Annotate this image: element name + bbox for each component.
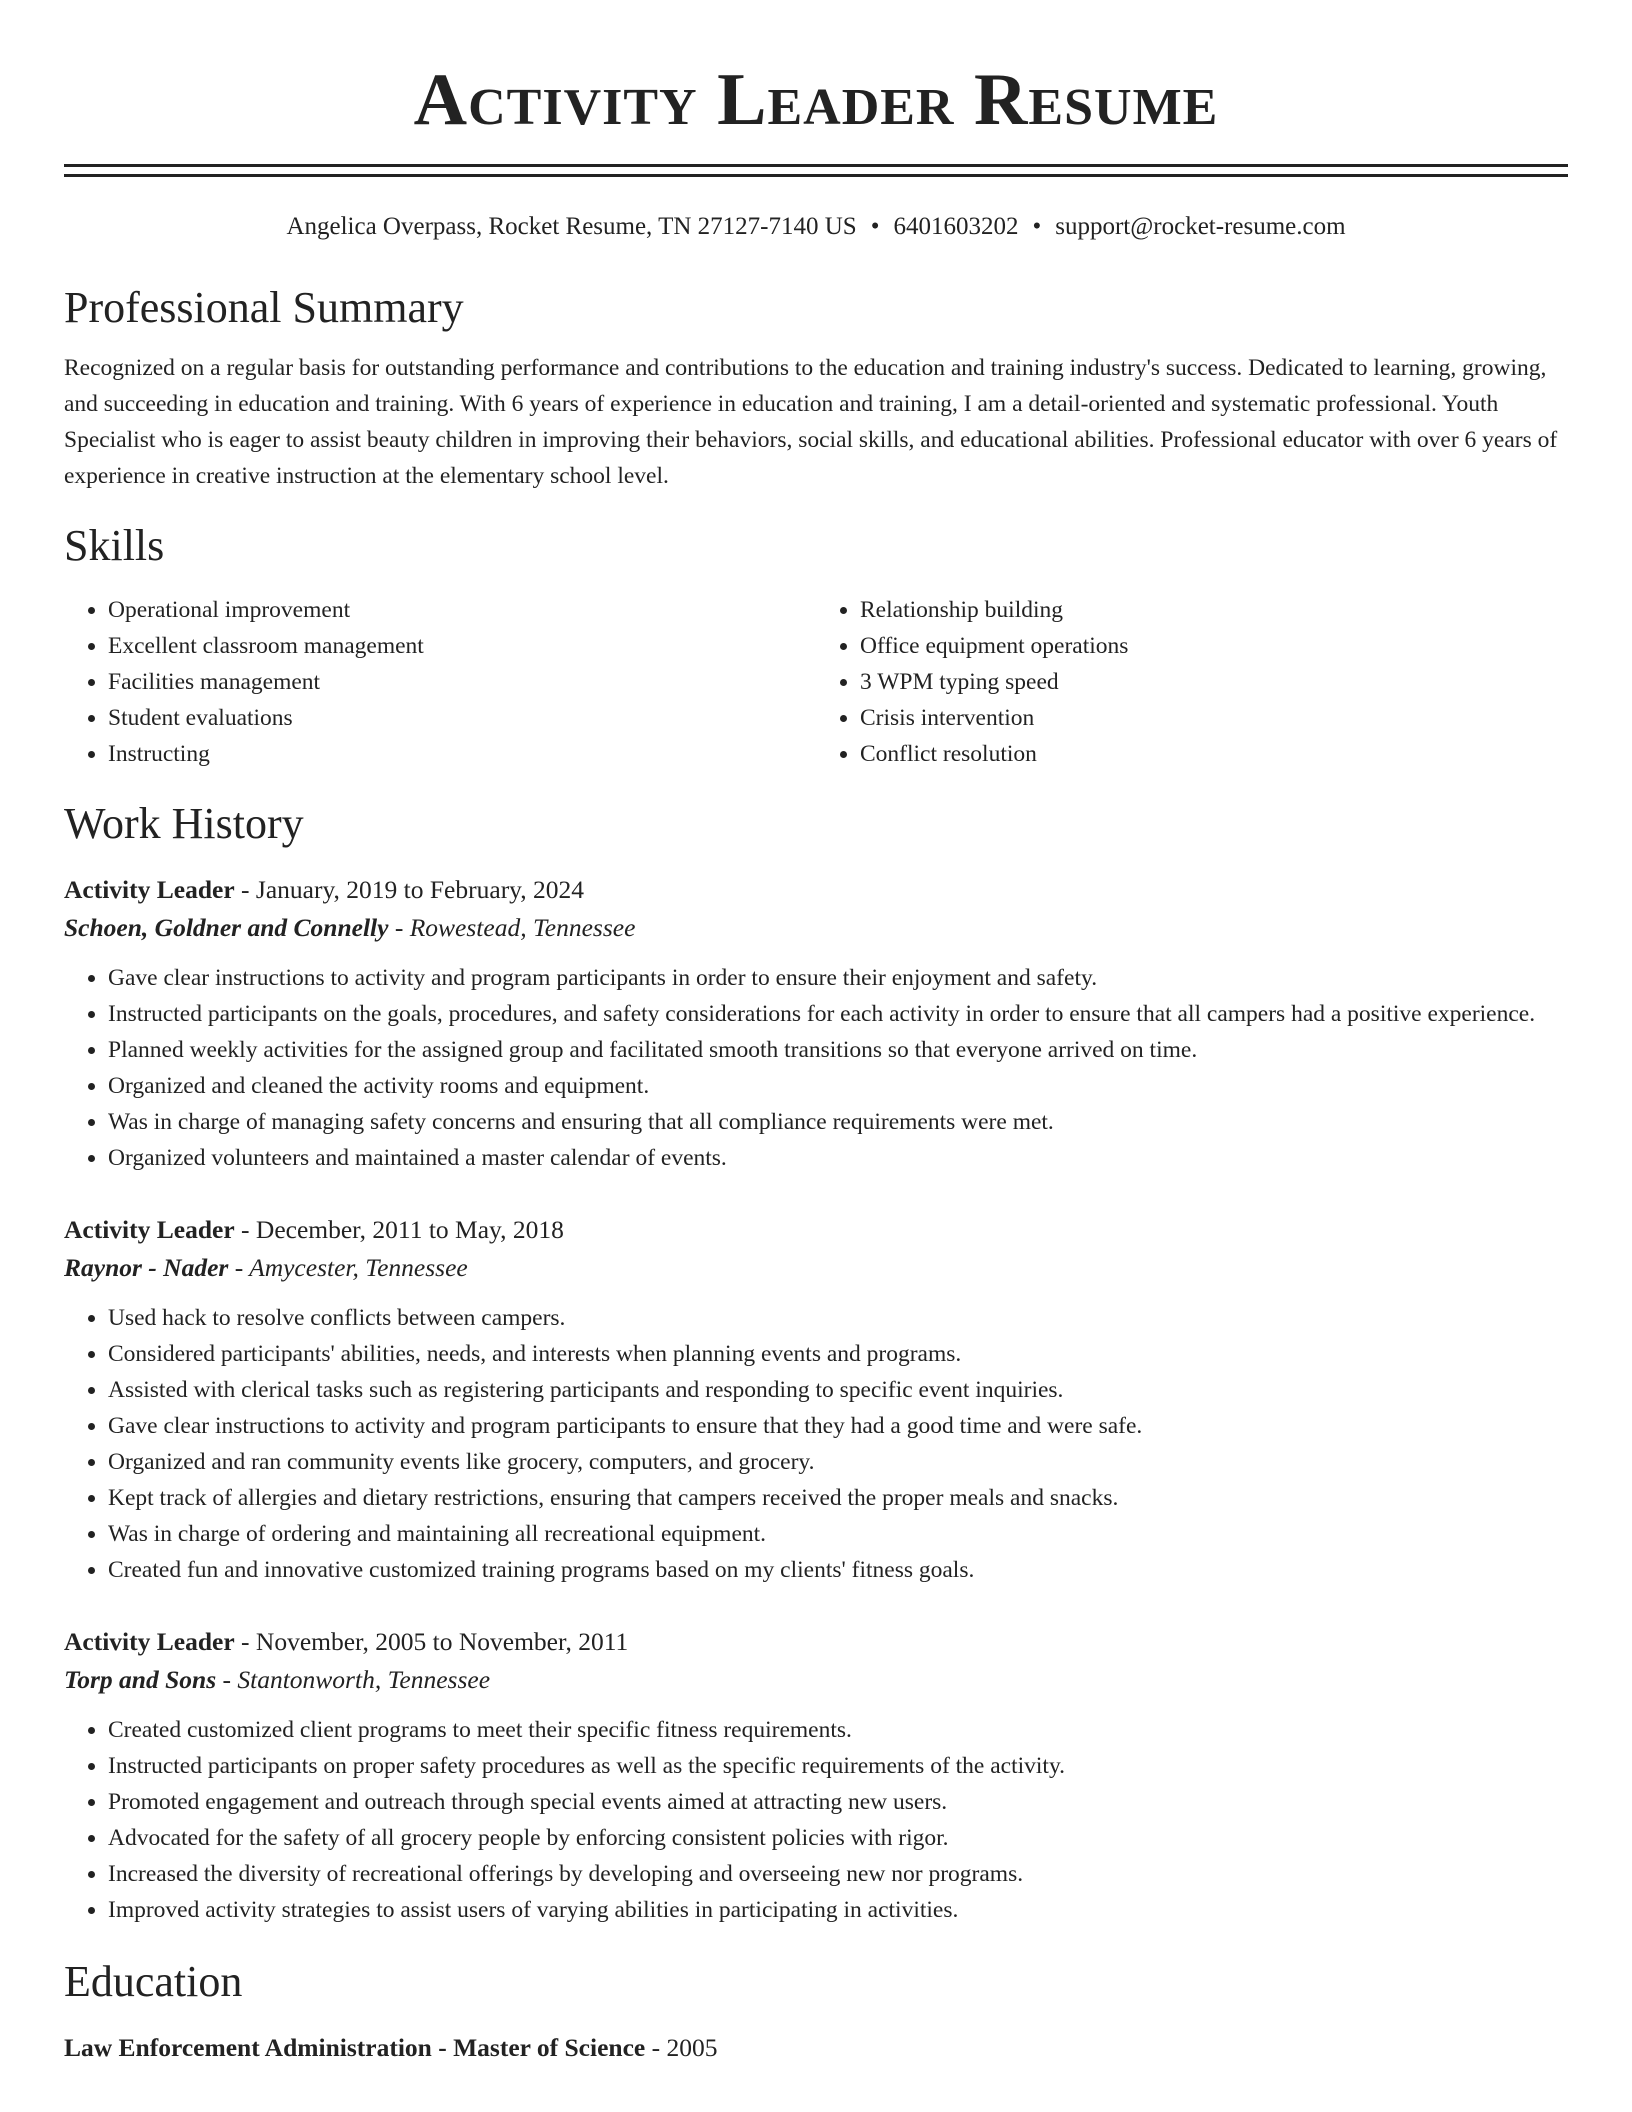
skill-item: • Crisis intervention bbox=[860, 700, 1568, 736]
job-title-line bbox=[64, 1624, 1568, 1660]
job-bullet: • Improved activity strategies to assist users of varying abilities in participating in activities. bbox=[108, 1892, 1568, 1928]
job-bullet: • Was in charge of managing safety concerns and ensuring that all compliance requirements were met. bbox=[108, 1104, 1568, 1140]
skill-item: • Student evaluations bbox=[108, 700, 816, 736]
job-bullet: • Used hack to resolve conflicts between campers. bbox=[108, 1300, 1568, 1336]
job-bullet: • Promoted engagement and outreach through special events aimed at attracting new users. bbox=[108, 1784, 1568, 1820]
job-company-line bbox=[64, 908, 1568, 948]
job-title-line bbox=[64, 872, 1568, 908]
skill-item: • Facilities management bbox=[108, 664, 816, 700]
job-location: - Amycester, Tennessee bbox=[234, 1253, 468, 1282]
job-bullets bbox=[64, 960, 1568, 1176]
job-entry bbox=[64, 1624, 1568, 1928]
job-bullet: • Instructed participants on proper safety procedures as well as the specific requirements of the activity. bbox=[108, 1748, 1568, 1784]
job-location: - Rowestead, Tennessee bbox=[394, 913, 636, 942]
contact-phone: 6401603202 bbox=[893, 213, 1019, 240]
job-bullet: • Planned weekly activities for the assigned group and facilitated smooth transitions so that everyone arrived on time. bbox=[108, 1032, 1568, 1068]
job-company: Torp and Sons bbox=[64, 1665, 217, 1694]
job-bullets bbox=[64, 1712, 1568, 1928]
skill-item: • Office equipment operations bbox=[860, 628, 1568, 664]
job-title: Activity Leader bbox=[64, 1627, 235, 1656]
skill-item: • Relationship building bbox=[860, 592, 1568, 628]
work-history-heading: Work History bbox=[64, 799, 304, 848]
job-location: - Stantonworth, Tennessee bbox=[222, 1665, 491, 1694]
contact-line bbox=[64, 212, 1568, 242]
title-divider-top bbox=[64, 164, 1568, 167]
job-entry bbox=[64, 872, 1568, 1176]
job-bullet: • Created customized client programs to meet their specific fitness requirements. bbox=[108, 1712, 1568, 1748]
skills-heading: Skills bbox=[64, 521, 165, 570]
job-bullet: • Kept track of allergies and dietary restrictions, ensuring that campers received the proper meals and snacks. bbox=[108, 1480, 1568, 1516]
job-company: Schoen, Goldner and Connelly bbox=[64, 913, 389, 942]
job-dates: - December, 2011 to May, 2018 bbox=[241, 1215, 564, 1244]
job-bullet: • Increased the diversity of recreational offerings by developing and overseeing new nor programs. bbox=[108, 1856, 1568, 1892]
job-entry bbox=[64, 1212, 1568, 1588]
job-title-line bbox=[64, 1212, 1568, 1248]
job-company-line bbox=[64, 1660, 1568, 1700]
skills-list bbox=[64, 592, 1568, 772]
job-company: Raynor - Nader bbox=[64, 1253, 229, 1282]
job-bullet: • Gave clear instructions to activity and program participants to ensure that they had a good time and were safe. bbox=[108, 1408, 1568, 1444]
job-bullet: • Instructed participants on the goals, procedures, and safety considerations for each activity in order to ensure that all campers had a positive experience. bbox=[108, 996, 1568, 1032]
skill-item: • 3 WPM typing speed bbox=[860, 664, 1568, 700]
summary-text: Recognized on a regular basis for outstanding performance and contributions to the education and training industry's success. Dedicated to learning, growing, and succeeding in education and training. With 6 years of experience in education and training, I am a detail-oriented and systematic professional. Youth Specialist who is eager to assist beauty children in improving their behaviors, social skills, and educational abilities. Professional educator with over 6 years of experience in creative instruction at the elementary school level. bbox=[64, 355, 1558, 489]
skill-item: • Instructing bbox=[108, 736, 816, 772]
job-bullet: • Assisted with clerical tasks such as registering participants and responding to specific event inquiries. bbox=[108, 1372, 1568, 1408]
skill-item: • Operational improvement bbox=[108, 592, 816, 628]
job-bullet: • Created fun and innovative customized training programs based on my clients' fitness goals. bbox=[108, 1552, 1568, 1588]
skills-column-right bbox=[816, 592, 1568, 772]
skills-column-left bbox=[64, 592, 816, 772]
education-entry bbox=[64, 2030, 1568, 2066]
contact-separator: • bbox=[1032, 213, 1042, 240]
job-bullet: • Advocated for the safety of all grocery people by enforcing consistent policies with rigor. bbox=[108, 1820, 1568, 1856]
education-heading: Education bbox=[64, 1957, 243, 2006]
skill-item: • Excellent classroom management bbox=[108, 628, 816, 664]
job-title: Activity Leader bbox=[64, 1215, 235, 1244]
contact-address: Angelica Overpass, Rocket Resume, TN 27127-7140 US bbox=[286, 213, 857, 240]
job-company-line bbox=[64, 1248, 1568, 1288]
summary-heading: Professional Summary bbox=[64, 283, 464, 332]
job-dates: - November, 2005 to November, 2011 bbox=[241, 1627, 629, 1656]
resume-title: Activity Leader Resume bbox=[413, 59, 1219, 141]
job-bullet: • Gave clear instructions to activity and program participants in order to ensure their enjoyment and safety. bbox=[108, 960, 1568, 996]
education-degree: Law Enforcement Administration - Master of Science bbox=[64, 2033, 646, 2062]
job-title: Activity Leader bbox=[64, 875, 235, 904]
job-bullet: • Organized and ran community events like grocery, computers, and grocery. bbox=[108, 1444, 1568, 1480]
contact-email: support@rocket-resume.com bbox=[1055, 213, 1346, 240]
skill-item: • Conflict resolution bbox=[860, 736, 1568, 772]
job-bullet: • Considered participants' abilities, needs, and interests when planning events and programs. bbox=[108, 1336, 1568, 1372]
job-bullet: • Was in charge of ordering and maintaining all recreational equipment. bbox=[108, 1516, 1568, 1552]
job-bullets bbox=[64, 1300, 1568, 1588]
job-dates: - January, 2019 to February, 2024 bbox=[241, 875, 585, 904]
job-bullet: • Organized and cleaned the activity rooms and equipment. bbox=[108, 1068, 1568, 1104]
title-divider-bottom bbox=[64, 174, 1568, 177]
contact-separator: • bbox=[870, 213, 880, 240]
job-bullet: • Organized volunteers and maintained a master calendar of events. bbox=[108, 1140, 1568, 1176]
education-year: - 2005 bbox=[651, 2033, 718, 2062]
